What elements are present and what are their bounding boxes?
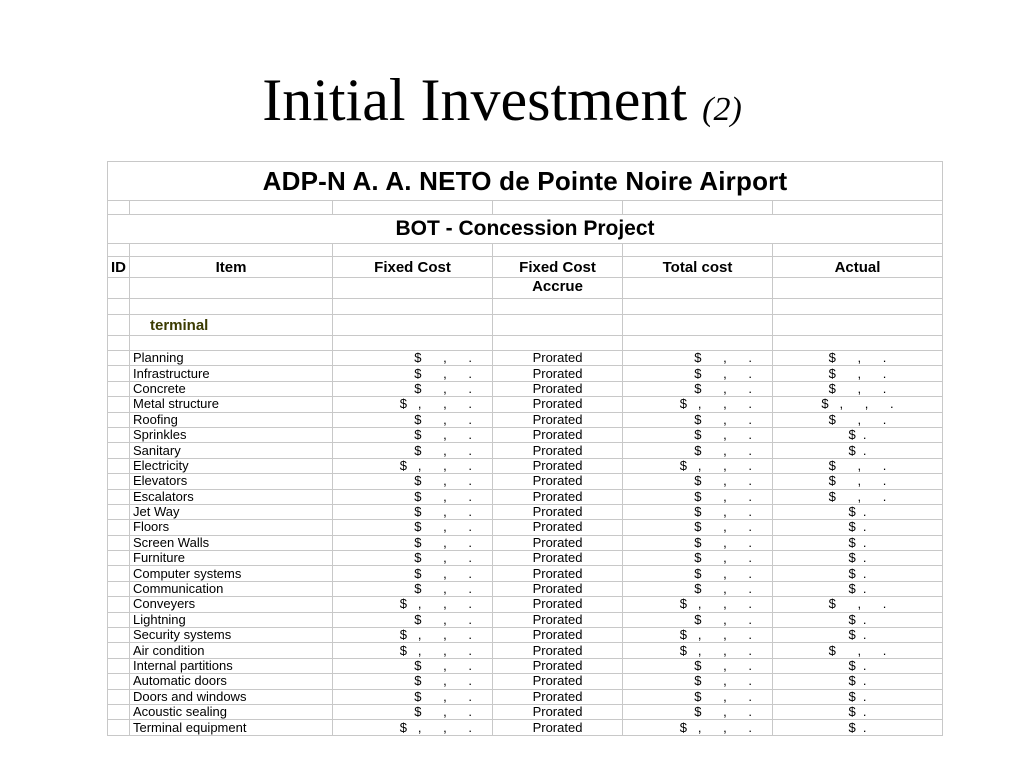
table-row	[108, 689, 943, 704]
row-actual-cell: $ .	[773, 504, 943, 519]
sheet-heading-row	[108, 162, 943, 201]
row-accrue-cell: Prorated	[493, 427, 623, 442]
row-actual-cell: $ .	[773, 443, 943, 458]
row-total-cost-cell: $ , , .	[623, 643, 773, 658]
row-actual-cell: $ .	[773, 704, 943, 719]
table-row	[108, 628, 943, 643]
row-total-cost-cell: $ , .	[623, 351, 773, 366]
row-id-cell	[108, 412, 130, 427]
table-row	[108, 520, 943, 535]
row-item-cell: Screen Walls	[130, 535, 333, 550]
row-item-cell: Automatic doors	[130, 674, 333, 689]
row-total-cost-cell: $ , .	[623, 674, 773, 689]
slide-title	[0, 62, 1004, 148]
row-item-cell: Furniture	[130, 551, 333, 566]
table-row	[108, 366, 943, 381]
row-fixed-cost-cell: $ , , .	[333, 458, 493, 473]
row-id-cell	[108, 581, 130, 596]
table-row	[108, 720, 943, 735]
table-row	[108, 551, 943, 566]
row-fixed-cost-cell: $ , , .	[333, 720, 493, 735]
row-id-cell	[108, 458, 130, 473]
column-header-fixed-cost: Fixed Cost	[333, 257, 493, 278]
table-row	[108, 489, 943, 504]
row-id-cell	[108, 689, 130, 704]
row-actual-cell: $ .	[773, 581, 943, 596]
table-row	[108, 381, 943, 396]
row-id-cell	[108, 704, 130, 719]
row-accrue-cell: Prorated	[493, 704, 623, 719]
row-accrue-cell: Prorated	[493, 474, 623, 489]
row-actual-cell: $ .	[773, 628, 943, 643]
row-total-cost-cell: $ , .	[623, 566, 773, 581]
table-row	[108, 443, 943, 458]
row-actual-cell: $ , , .	[773, 397, 943, 412]
row-fixed-cost-cell: $ , .	[333, 658, 493, 673]
sheet-heading: ADP-N A. A. NETO de Pointe Noire Airport	[108, 162, 943, 201]
row-id-cell	[108, 658, 130, 673]
table-row	[108, 597, 943, 612]
row-fixed-cost-cell: $ , .	[333, 351, 493, 366]
slide-title-text: Initial Investment	[262, 67, 703, 133]
row-actual-cell: $ .	[773, 720, 943, 735]
sheet-subheading: BOT - Concession Project	[108, 215, 943, 244]
row-id-cell	[108, 489, 130, 504]
section-label: terminal	[130, 315, 333, 336]
row-fixed-cost-cell: $ , .	[333, 366, 493, 381]
row-accrue-cell: Prorated	[493, 674, 623, 689]
row-total-cost-cell: $ , .	[623, 689, 773, 704]
row-fixed-cost-cell: $ , .	[333, 443, 493, 458]
row-accrue-cell: Prorated	[493, 566, 623, 581]
row-fixed-cost-cell: $ , .	[333, 381, 493, 396]
row-item-cell: Air condition	[130, 643, 333, 658]
row-total-cost-cell: $ , .	[623, 427, 773, 442]
row-item-cell: Lightning	[130, 612, 333, 627]
row-accrue-cell: Prorated	[493, 628, 623, 643]
row-item-cell: Escalators	[130, 489, 333, 504]
row-accrue-cell: Prorated	[493, 458, 623, 473]
table-row	[108, 643, 943, 658]
row-accrue-cell: Prorated	[493, 581, 623, 596]
blank-row	[108, 336, 943, 351]
row-total-cost-cell: $ , .	[623, 551, 773, 566]
row-fixed-cost-cell: $ , , .	[333, 397, 493, 412]
row-id-cell	[108, 504, 130, 519]
row-fixed-cost-cell: $ , .	[333, 535, 493, 550]
row-id-cell	[108, 443, 130, 458]
row-actual-cell: $ .	[773, 566, 943, 581]
row-item-cell: Doors and windows	[130, 689, 333, 704]
row-actual-cell: $ .	[773, 658, 943, 673]
row-item-cell: Security systems	[130, 628, 333, 643]
row-fixed-cost-cell: $ , , .	[333, 597, 493, 612]
column-header-total-cost: Total cost	[623, 257, 773, 278]
spacer-row	[108, 201, 943, 215]
table-row	[108, 504, 943, 519]
row-actual-cell: $ .	[773, 674, 943, 689]
row-accrue-cell: Prorated	[493, 612, 623, 627]
row-actual-cell: $ , .	[773, 412, 943, 427]
row-accrue-cell: Prorated	[493, 658, 623, 673]
row-accrue-cell: Prorated	[493, 689, 623, 704]
row-item-cell: Infrastructure	[130, 366, 333, 381]
row-item-cell: Sprinkles	[130, 427, 333, 442]
row-actual-cell: $ , .	[773, 489, 943, 504]
table-row	[108, 458, 943, 473]
row-id-cell	[108, 612, 130, 627]
row-total-cost-cell: $ , .	[623, 366, 773, 381]
table-row	[108, 566, 943, 581]
row-item-cell: Electricity	[130, 458, 333, 473]
row-fixed-cost-cell: $ , .	[333, 412, 493, 427]
row-id-cell	[108, 643, 130, 658]
row-accrue-cell: Prorated	[493, 412, 623, 427]
row-total-cost-cell: $ , .	[623, 412, 773, 427]
row-id-cell	[108, 366, 130, 381]
row-id-cell	[108, 720, 130, 735]
table-row	[108, 397, 943, 412]
table-row	[108, 412, 943, 427]
row-actual-cell: $ .	[773, 535, 943, 550]
row-total-cost-cell: $ , .	[623, 474, 773, 489]
row-accrue-cell: Prorated	[493, 551, 623, 566]
row-item-cell: Floors	[130, 520, 333, 535]
row-id-cell	[108, 628, 130, 643]
table-row	[108, 612, 943, 627]
spacer-row	[108, 244, 943, 257]
row-actual-cell: $ .	[773, 612, 943, 627]
row-id-cell	[108, 535, 130, 550]
row-fixed-cost-cell: $ , , .	[333, 643, 493, 658]
row-fixed-cost-cell: $ , .	[333, 674, 493, 689]
row-id-cell	[108, 351, 130, 366]
row-accrue-cell: Prorated	[493, 520, 623, 535]
table-row	[108, 535, 943, 550]
row-actual-cell: $ , .	[773, 474, 943, 489]
table-row	[108, 674, 943, 689]
row-item-cell: Concrete	[130, 381, 333, 396]
row-actual-cell: $ , .	[773, 366, 943, 381]
table-row	[108, 351, 943, 366]
row-item-cell: Acoustic sealing	[130, 704, 333, 719]
column-header-row	[108, 257, 943, 278]
slide-title-suffix: (2)	[702, 91, 742, 128]
row-total-cost-cell: $ , .	[623, 612, 773, 627]
row-item-cell: Metal structure	[130, 397, 333, 412]
row-total-cost-cell: $ , .	[623, 381, 773, 396]
row-actual-cell: $ , .	[773, 351, 943, 366]
row-actual-cell: $ .	[773, 427, 943, 442]
row-total-cost-cell: $ , , .	[623, 720, 773, 735]
row-fixed-cost-cell: $ , .	[333, 566, 493, 581]
row-item-cell: Roofing	[130, 412, 333, 427]
row-fixed-cost-cell: $ , .	[333, 689, 493, 704]
table-row	[108, 474, 943, 489]
section-row	[108, 315, 943, 336]
table-row	[108, 704, 943, 719]
row-item-cell: Planning	[130, 351, 333, 366]
table-row	[108, 427, 943, 442]
row-id-cell	[108, 474, 130, 489]
row-total-cost-cell: $ , .	[623, 520, 773, 535]
sheet-subheading-row	[108, 215, 943, 244]
blank-row	[108, 299, 943, 315]
row-total-cost-cell: $ , .	[623, 704, 773, 719]
row-accrue-cell: Prorated	[493, 381, 623, 396]
row-id-cell	[108, 520, 130, 535]
row-accrue-cell: Prorated	[493, 504, 623, 519]
row-total-cost-cell: $ , , .	[623, 597, 773, 612]
row-item-cell: Sanitary	[130, 443, 333, 458]
row-fixed-cost-cell: $ , .	[333, 474, 493, 489]
row-fixed-cost-cell: $ , .	[333, 581, 493, 596]
row-fixed-cost-cell: $ , .	[333, 427, 493, 442]
table-row	[108, 581, 943, 596]
row-total-cost-cell: $ , , .	[623, 397, 773, 412]
row-total-cost-cell: $ , .	[623, 504, 773, 519]
row-actual-cell: $ , .	[773, 643, 943, 658]
row-accrue-cell: Prorated	[493, 720, 623, 735]
row-id-cell	[108, 397, 130, 412]
row-accrue-cell: Prorated	[493, 535, 623, 550]
row-id-cell	[108, 566, 130, 581]
row-accrue-cell: Prorated	[493, 443, 623, 458]
row-actual-cell: $ .	[773, 551, 943, 566]
column-header-id: ID	[108, 257, 130, 278]
row-actual-cell: $ , .	[773, 458, 943, 473]
table-row	[108, 658, 943, 673]
row-item-cell: Internal partitions	[130, 658, 333, 673]
investment-table	[107, 161, 943, 736]
column-header-actual: Actual	[773, 257, 943, 278]
row-fixed-cost-cell: $ , .	[333, 612, 493, 627]
row-item-cell: Computer systems	[130, 566, 333, 581]
row-accrue-cell: Prorated	[493, 597, 623, 612]
row-id-cell	[108, 551, 130, 566]
row-id-cell	[108, 381, 130, 396]
row-actual-cell: $ , .	[773, 597, 943, 612]
column-header-item: Item	[130, 257, 333, 278]
row-total-cost-cell: $ , .	[623, 658, 773, 673]
row-item-cell: Jet Way	[130, 504, 333, 519]
row-id-cell	[108, 674, 130, 689]
row-actual-cell: $ .	[773, 520, 943, 535]
row-id-cell	[108, 427, 130, 442]
row-item-cell: Communication	[130, 581, 333, 596]
row-fixed-cost-cell: $ , , .	[333, 628, 493, 643]
row-fixed-cost-cell: $ , .	[333, 489, 493, 504]
row-item-cell: Elevators	[130, 474, 333, 489]
row-actual-cell: $ , .	[773, 381, 943, 396]
row-actual-cell: $ .	[773, 689, 943, 704]
row-accrue-cell: Prorated	[493, 366, 623, 381]
row-accrue-cell: Prorated	[493, 643, 623, 658]
row-total-cost-cell: $ , .	[623, 535, 773, 550]
column-header-accrue: Accrue	[493, 278, 623, 299]
row-total-cost-cell: $ , , .	[623, 628, 773, 643]
row-fixed-cost-cell: $ , .	[333, 520, 493, 535]
column-header-fixed-cost-accrue: Fixed Cost	[493, 257, 623, 278]
row-accrue-cell: Prorated	[493, 351, 623, 366]
row-fixed-cost-cell: $ , .	[333, 551, 493, 566]
row-item-cell: Terminal equipment	[130, 720, 333, 735]
row-accrue-cell: Prorated	[493, 397, 623, 412]
row-total-cost-cell: $ , , .	[623, 458, 773, 473]
row-total-cost-cell: $ , .	[623, 443, 773, 458]
row-fixed-cost-cell: $ , .	[333, 504, 493, 519]
row-total-cost-cell: $ , .	[623, 489, 773, 504]
row-item-cell: Conveyers	[130, 597, 333, 612]
row-accrue-cell: Prorated	[493, 489, 623, 504]
row-fixed-cost-cell: $ , .	[333, 704, 493, 719]
row-id-cell	[108, 597, 130, 612]
row-total-cost-cell: $ , .	[623, 581, 773, 596]
column-header-row-2	[108, 278, 943, 299]
